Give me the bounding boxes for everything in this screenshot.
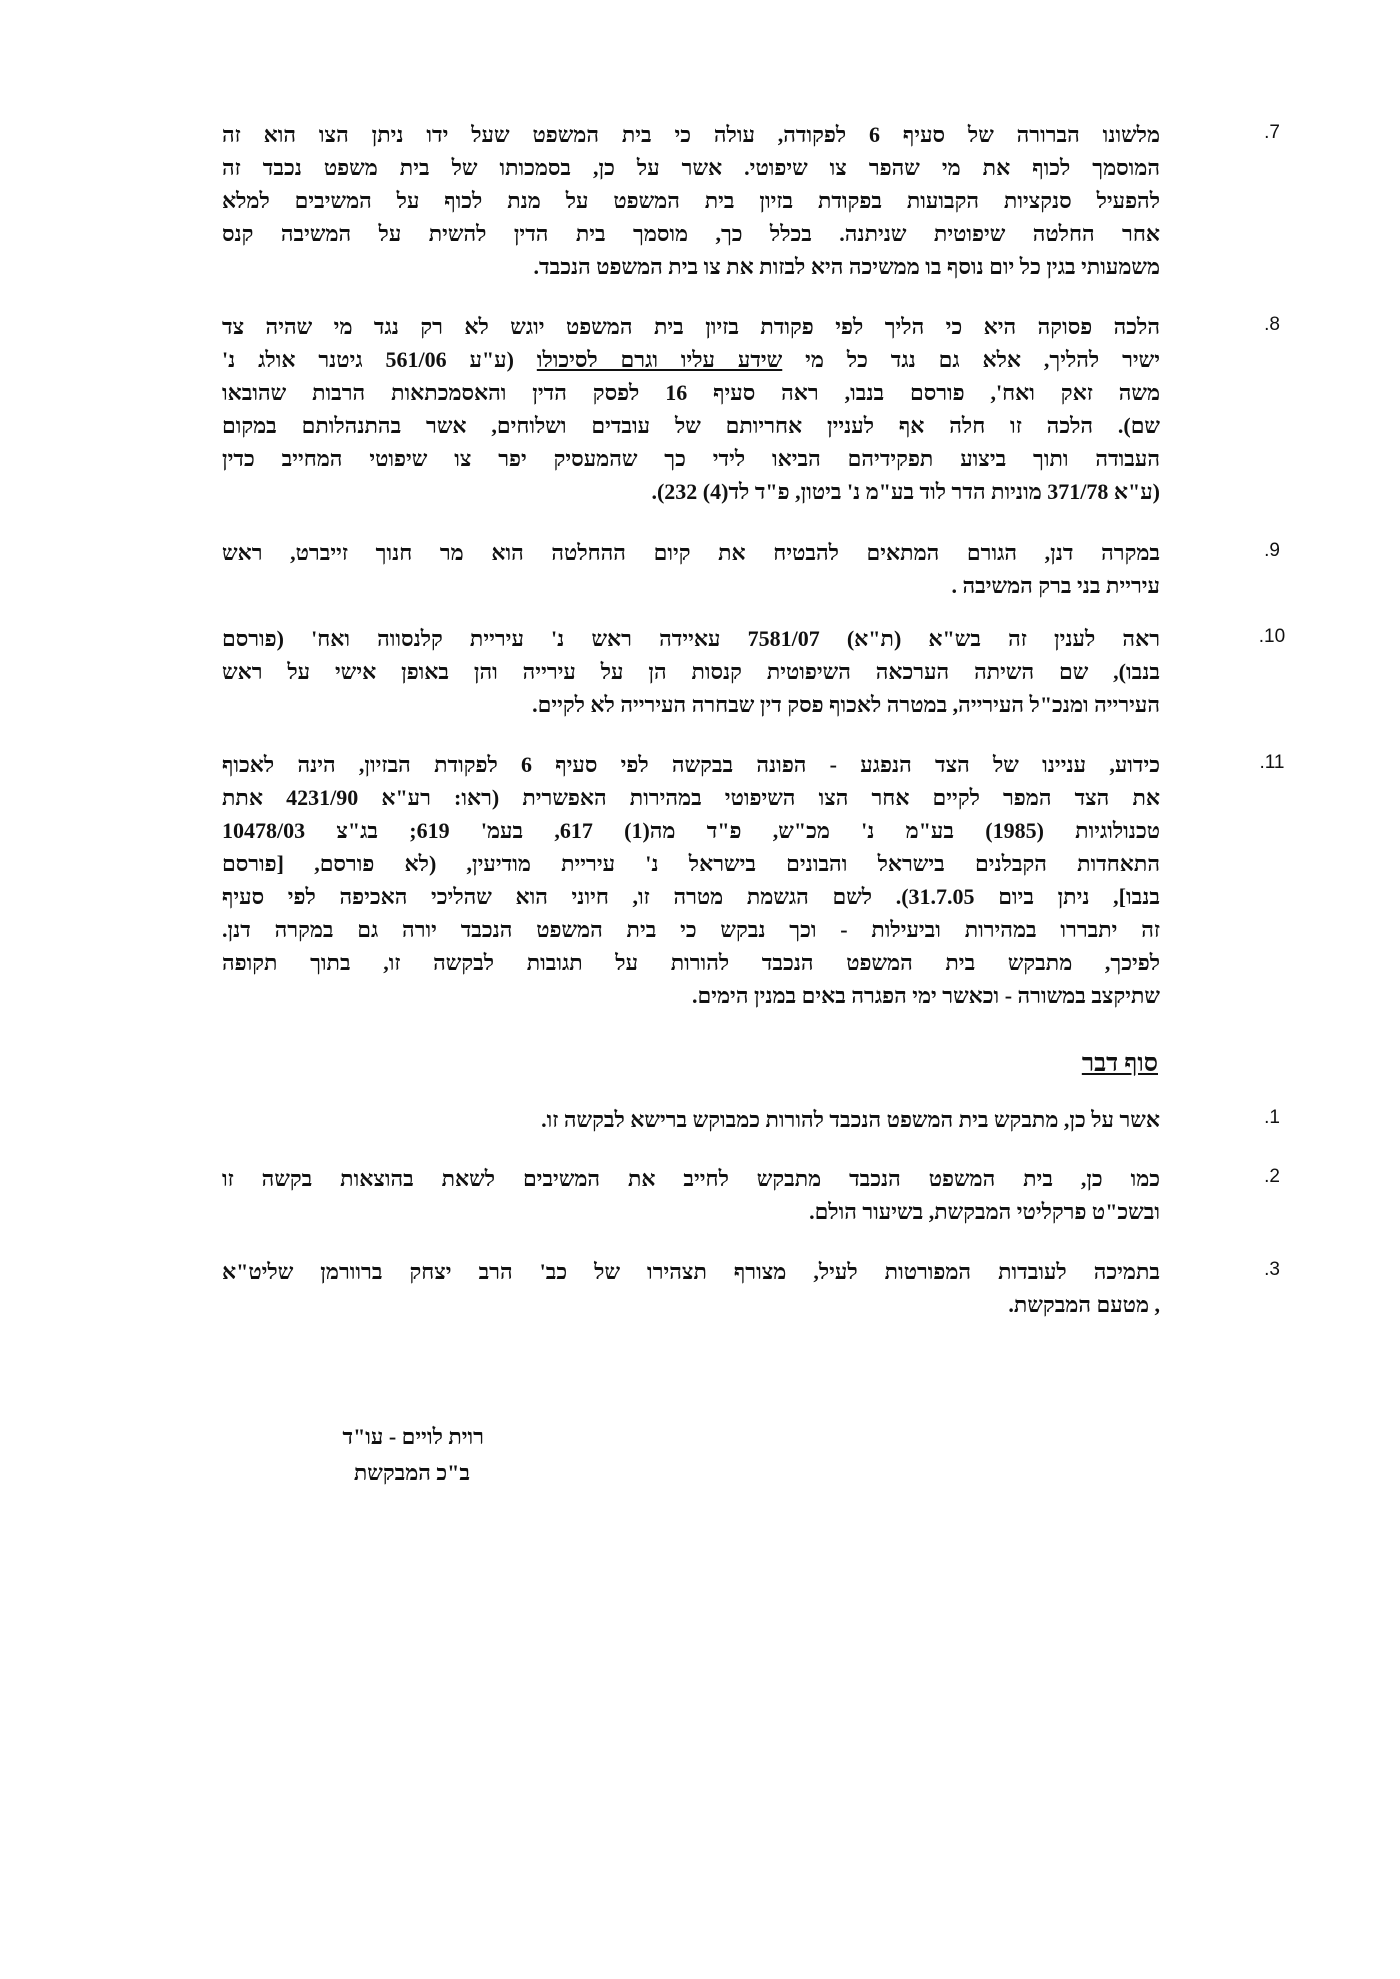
text-line: התאחדות הקבלנים בישראל והבונים בישראל נ' עיריית מודיעין, (לא פורסם, [פורסם [222, 851, 1160, 876]
paragraph-number: .3 [1264, 1259, 1280, 1280]
text-line: הלכה פסוקה היא כי הליך לפי פקודת בזיון בית המשפט יוגש לא רק נגד מי שהיה צד [222, 314, 1160, 339]
signature-role: ב"כ המבקשת [353, 1460, 470, 1485]
text-line: בתמיכה לעובדות המפורטות לעיל, מצורף תצהירו של כב' הרב יצחק ברוורמן שליט"א [222, 1259, 1160, 1284]
text-line: להפעיל סנקציות הקבועות בפקודת בזיון בית המשפט על מנת לכוף על המשיבים למלא [222, 188, 1160, 213]
text-line: משה זאק ואח', פורסם בנבו, ראה סעיף 16 לפסק הדין והאסמכתאות הרבות שהובאו [222, 380, 1160, 405]
text-line: משמעותי בגין כל יום נוסף בו ממשיכה היא לבזות את צו בית המשפט הנכבד. [533, 254, 1160, 279]
paragraph-number: .2 [1264, 1166, 1280, 1187]
text-line: (ע"א 371/78 מוניות הדר לוד בע"מ נ' ביטון, פ"ד לד(4) 232). [651, 479, 1160, 504]
text-line: שם). הלכה זו חלה אף לעניין אחריותם של עובדים ושלוחים, אשר בהתנהלותם במקום [222, 413, 1160, 438]
paragraph-number: .7 [1264, 122, 1280, 143]
text-line: אחר החלטה שיפוטית שניתנה. בכלל כך, מוסמך בית הדין להשית על המשיבה קנס [222, 221, 1160, 246]
text-line: העבודה ותוך ביצוע תפקידיהם הביאו לידי כך שהמעסיק יפר צו שיפוטי המחייב כדין [222, 446, 1160, 471]
text-line: לפיכך, מתבקש בית המשפט הנכבד להורות על תגובות לבקשה זו, בתוך תקופה [222, 950, 1160, 975]
text-line: מלשונו הברורה של סעיף 6 לפקודה, עולה כי בית המשפט שעל ידו ניתן הצו הוא זה [222, 122, 1160, 147]
text-line: עיריית בני ברק המשיבה . [951, 573, 1160, 598]
section-heading: סוף דבר [1081, 1050, 1158, 1077]
text-line: כידוע, עניינו של הצד הנפגע - הפונה בבקשה לפי סעיף 6 לפקודת הבזיון, הינה לאכוף [222, 752, 1160, 777]
text-line: ישיר להליך, אלא גם נגד כל מי שידע עליו וגרם לסיכולו (ע"ע 561/06 גיטנר אולג נ' [222, 347, 1160, 372]
paragraph-number: .9 [1264, 540, 1280, 561]
text-line: המוסמך לכוף את מי שהפר צו שיפוטי. אשר על כן, בסמכותו של בית משפט נכבד זה [222, 155, 1160, 180]
paragraph-number: .10 [1258, 626, 1286, 647]
text-line: ובשכ"ט פרקליטי המבקשת, בשיעור הולם. [809, 1199, 1160, 1224]
text-line: את הצד המפר לקיים אחר הצו השיפוטי במהירות האפשרית (ראו: רע"א 4231/90 אתת [222, 785, 1160, 810]
text-line: שתיקצב במשורה - וכאשר ימי הפגרה באים במנין הימים. [692, 983, 1160, 1008]
text-line: ראה לענין זה בש"א (ת"א) 7581/07 עאיידה ראש נ' עיריית קלנסווה ואח' (פורסם [222, 626, 1160, 651]
text-line: בנבו), שם השיתה הערכאה השיפוטית קנסות הן על עירייה והן באופן אישי על ראש [222, 659, 1160, 684]
signature-name: רוית לויים - עו"ד [342, 1424, 484, 1449]
text-line: העירייה ומנכ"ל העירייה, במטרה לאכוף פסק דין שבחרה העירייה לא לקיים. [532, 692, 1160, 717]
text-line: כמו כן, בית המשפט הנכבד מתבקש לחייב את המשיבים לשאת בהוצאות בקשה זו [222, 1166, 1160, 1191]
text-line: במקרה דנן, הגורם המתאים להבטיח את קיום ההחלטה הוא מר חנוך זייברט, ראש [222, 540, 1160, 565]
paragraph-number: .11 [1259, 752, 1285, 773]
paragraph-number: .8 [1264, 314, 1280, 335]
text-line: זה יתבררו במהירות וביעילות - וכך נבקש כי בית המשפט הנכבד יורה גם במקרה דנן. [222, 917, 1160, 942]
text-line: אשר על כן, מתבקש בית המשפט הנכבד להורות כמבוקש ברישא לבקשה זו. [541, 1107, 1160, 1132]
text-line: בנבו], ניתן ביום 31.7.05). לשם הגשמת מטרה זו, חיוני הוא שהליכי האכיפה לפי סעיף [222, 884, 1160, 909]
paragraph-number: .1 [1264, 1107, 1280, 1128]
text-line: , מטעם המבקשת. [1008, 1292, 1160, 1317]
text-line: טכנולוגיות (1985) בע"מ נ' מכ"ש, פ"ד מה(1) 617, בעמ' 619; בג"צ 10478/03 [222, 818, 1160, 843]
